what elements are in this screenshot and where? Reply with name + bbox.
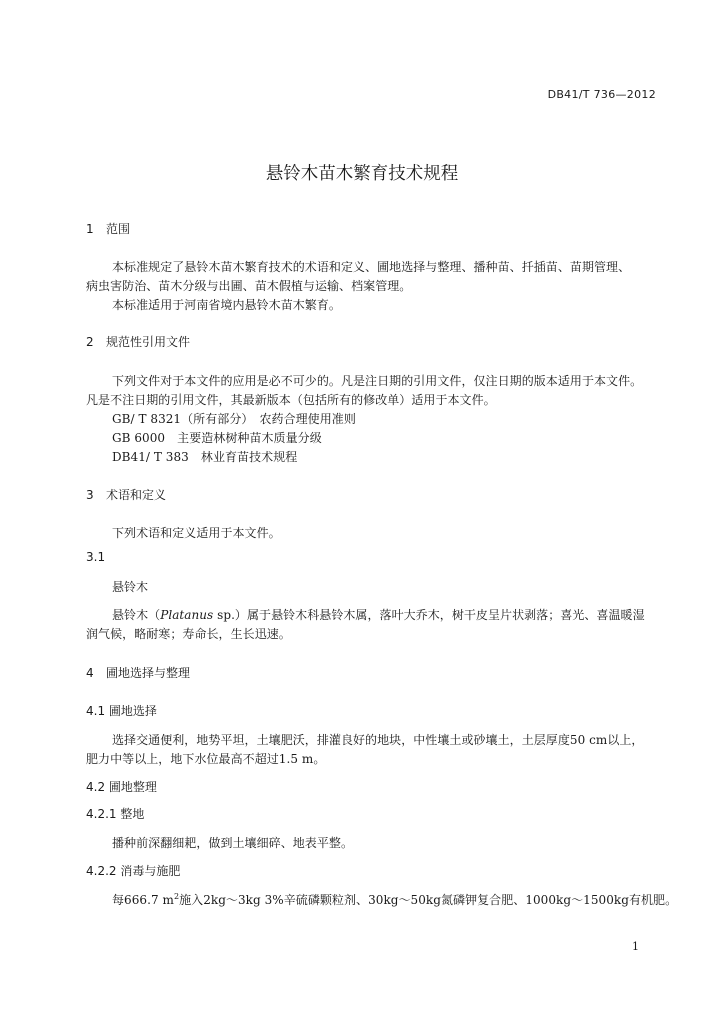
paragraph-line: 本标准适用于河南省境内悬铃木苗木繁育。 [112,298,341,312]
paragraph-line: 下列文件对于本文件的应用是必不可少的。凡是注日期的引用文件，仅注日期的版本适用于本文件。 [112,374,643,388]
page-number: 1 [632,940,639,953]
scientific-name: Platanus [160,608,214,622]
section-title: 规范性引用文件 [106,335,191,349]
term-name: 悬铃木 [112,580,149,594]
paragraph-line [112,891,677,908]
section-number: 2 [86,335,94,349]
section-4-heading [86,664,190,681]
paragraph-line: 本标准规定了悬铃木苗木繁育技术的术语和定义、圃地选择与整理、播种苗、扦插苗、苗期管理、 [112,260,631,274]
paragraph-line: 凡是不注日期的引用文件，其最新版本（包括所有的修改单）适用于本文件。 [86,393,496,407]
reference-item: GB 6000 主要造林树种苗木质量分级 [112,431,322,445]
section-number: 4 [86,666,94,680]
subsubsection-heading: 4.2.1 整地 [86,807,145,821]
subsection-heading: 4.1 圃地选择 [86,704,157,718]
definition-text: sp.）属于悬铃木科悬铃木属，落叶大乔木，树干皮呈片状剥落；喜光、喜温暖湿 [213,608,645,622]
term-number: 3.1 [86,550,106,564]
term-definition-line: 润气候，略耐寒；寿命长，生长迅速。 [86,627,291,641]
subsubsection-heading: 4.2.2 消毒与施肥 [86,864,181,878]
section-title: 术语和定义 [106,488,167,502]
paragraph-line: 肥力中等以上，地下水位最高不超过1.5 m。 [86,752,326,766]
term-definition-line [112,606,645,623]
section-title: 圃地选择与整理 [106,666,191,680]
paragraph-line: 播种前深翻细耙，做到土壤细碎、地表平整。 [112,836,354,850]
subsection-heading: 4.2 圃地整理 [86,780,157,794]
section-title: 范围 [106,222,131,236]
superscript: 2 [173,892,180,901]
paragraph-line: 病虫害防治、苗木分级与出圃、苗木假植与运输、档案管理。 [86,279,412,293]
section-2-heading [86,333,190,350]
paragraph-line: 下列术语和定义适用于本文件。 [112,526,281,540]
reference-item: GB/ T 8321（所有部分） 农药合理使用准则 [112,412,356,426]
section-1-heading [86,220,130,237]
paragraph-line: 选择交通便利，地势平坦，土壤肥沃，排灌良好的地块，中性壤土或砂壤土，土层厚度50 cm以上， [112,733,644,747]
document-title: 悬铃木苗木繁育技术规程 [265,164,459,184]
section-number: 3 [86,488,94,502]
section-number: 1 [86,222,94,236]
reference-item: DB41/ T 383 林业育苗技术规程 [112,450,298,464]
definition-prefix: 悬铃木（ [112,608,161,622]
standard-code: DB41/T 736—2012 [547,88,656,101]
section-3-heading [86,486,166,503]
text-segment: 施入2kg～3kg 3%辛硫磷颗粒剂、30kg～50kg氮磷钾复合肥、1000kg～1500kg有机肥。 [179,893,678,907]
text-segment: 每666.7 m [112,893,174,907]
